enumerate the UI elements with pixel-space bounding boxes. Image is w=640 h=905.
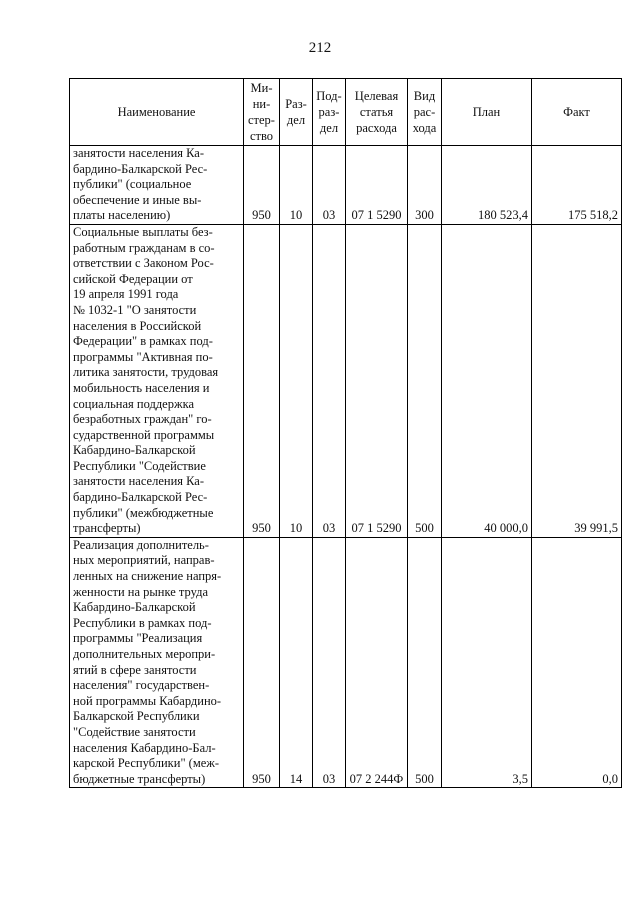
name-line: занятости населения Ка- bbox=[73, 474, 205, 489]
name-line: дополнительных меропри- bbox=[73, 647, 216, 661]
name-line: женности на рынке труда bbox=[73, 584, 208, 599]
name-line: бардино-Балкарской Рес- bbox=[73, 161, 208, 176]
header-line: статья bbox=[359, 105, 394, 119]
row-ministry: 950 bbox=[244, 537, 280, 788]
name-line: обеспечение и иные вы- bbox=[73, 192, 202, 207]
row-plan: 3,5 bbox=[442, 537, 532, 788]
header-fact: Факт bbox=[532, 79, 622, 146]
name-line: населения Кабардино-Бал- bbox=[73, 740, 216, 755]
header-line: Раз- bbox=[285, 97, 307, 111]
header-line: стер- bbox=[248, 113, 275, 127]
header-line: Целевая bbox=[354, 89, 399, 103]
header-line: дел bbox=[319, 121, 339, 135]
row-expense-type: 300 bbox=[408, 146, 442, 225]
table-row bbox=[70, 224, 622, 537]
name-line: ленных на снижение напря- bbox=[73, 569, 222, 584]
name-line: трансферты) bbox=[73, 521, 141, 536]
header-line: расхода bbox=[356, 121, 397, 135]
name-line: Социальные выплаты без- bbox=[73, 224, 213, 239]
page-number: 212 bbox=[308, 40, 332, 56]
name-line: 19 апреля 1991 года bbox=[73, 287, 179, 302]
header-row bbox=[70, 79, 622, 146]
row-target-article: 07 2 244Ф bbox=[346, 537, 408, 788]
row-expense-type: 500 bbox=[408, 224, 442, 537]
name-line: мобильность населения и bbox=[73, 380, 210, 395]
name-line: бюджетные трансферты) bbox=[73, 771, 206, 786]
name-line: "Содействие занятости bbox=[73, 724, 196, 739]
name-line: населения в Российской bbox=[73, 318, 202, 333]
row-name bbox=[70, 537, 244, 788]
row-fact: 0,0 bbox=[532, 537, 622, 788]
name-line: ной программы Кабардино- bbox=[73, 693, 222, 708]
row-section: 14 bbox=[280, 537, 313, 788]
header-line: ни- bbox=[252, 97, 271, 111]
name-line: литика занятости, трудовая bbox=[73, 365, 219, 380]
name-line: программы "Активная по- bbox=[73, 349, 213, 364]
header-subsection bbox=[313, 79, 346, 146]
name-line: бардино-Балкарской Рес- bbox=[73, 490, 208, 505]
name-line: Балкарской Республики bbox=[73, 709, 200, 724]
header-plan: План bbox=[442, 79, 532, 146]
row-ministry: 950 bbox=[244, 224, 280, 537]
table-row bbox=[70, 537, 622, 788]
header-expense-type bbox=[408, 79, 442, 146]
row-subsection: 03 bbox=[313, 224, 346, 537]
header-line: Вид bbox=[413, 89, 436, 103]
name-line: публики" (межбюджетные bbox=[73, 505, 214, 520]
header-line: хода bbox=[412, 121, 437, 135]
table-body bbox=[70, 146, 622, 788]
name-line: Федерации" в рамках под- bbox=[73, 334, 213, 349]
header-line: Ми- bbox=[250, 81, 273, 95]
row-plan: 180 523,4 bbox=[442, 146, 532, 225]
name-line: № 1032-1 "О занятости bbox=[73, 302, 197, 317]
header-name: Наименование bbox=[70, 79, 244, 146]
name-line: ных мероприятий, направ- bbox=[73, 553, 215, 568]
name-line: Реализация дополнитель- bbox=[73, 537, 209, 552]
header-target-article bbox=[346, 79, 408, 146]
header-line: дел bbox=[286, 113, 306, 127]
row-plan: 40 000,0 bbox=[442, 224, 532, 537]
row-expense-type: 500 bbox=[408, 537, 442, 788]
header-line: Под- bbox=[316, 89, 342, 103]
name-line: публики" (социальное bbox=[73, 177, 192, 192]
name-line: работным гражданам в со- bbox=[73, 240, 215, 255]
name-line: Республики "Содействие bbox=[73, 458, 206, 473]
name-line: платы населению) bbox=[73, 208, 171, 223]
name-line: программы "Реализация bbox=[73, 631, 203, 646]
table-row bbox=[70, 146, 622, 225]
header-ministry bbox=[244, 79, 280, 146]
name-line: занятости населения Ка- bbox=[73, 146, 205, 160]
header-section bbox=[280, 79, 313, 146]
name-line: карской Республики" (меж- bbox=[73, 756, 220, 771]
name-line: Республики в рамках под- bbox=[73, 615, 212, 630]
row-target-article: 07 1 5290 bbox=[346, 146, 408, 225]
row-target-article: 07 1 5290 bbox=[346, 224, 408, 537]
name-line: сийской Федерации от bbox=[73, 271, 193, 286]
name-line: ответствии с Законом Рос- bbox=[73, 256, 214, 271]
name-line: социальная поддержка bbox=[73, 396, 195, 411]
row-section: 10 bbox=[280, 146, 313, 225]
name-line: Кабардино-Балкарской bbox=[73, 600, 196, 615]
header-line: рас- bbox=[413, 105, 436, 119]
row-section: 10 bbox=[280, 224, 313, 537]
name-line: сударственной программы bbox=[73, 427, 215, 442]
header-line: ство bbox=[249, 129, 274, 143]
row-fact: 39 991,5 bbox=[532, 224, 622, 537]
row-name bbox=[70, 224, 244, 537]
name-line: населения" государствен- bbox=[73, 678, 210, 693]
name-line: ятий в сфере занятости bbox=[73, 662, 197, 677]
row-ministry: 950 bbox=[244, 146, 280, 225]
row-name bbox=[70, 146, 244, 225]
budget-table bbox=[69, 78, 622, 788]
row-fact: 175 518,2 bbox=[532, 146, 622, 225]
name-line: безработных граждан" го- bbox=[73, 412, 212, 427]
row-subsection: 03 bbox=[313, 537, 346, 788]
row-subsection: 03 bbox=[313, 146, 346, 225]
name-line: Кабардино-Балкарской bbox=[73, 443, 196, 458]
header-line: раз- bbox=[318, 105, 340, 119]
